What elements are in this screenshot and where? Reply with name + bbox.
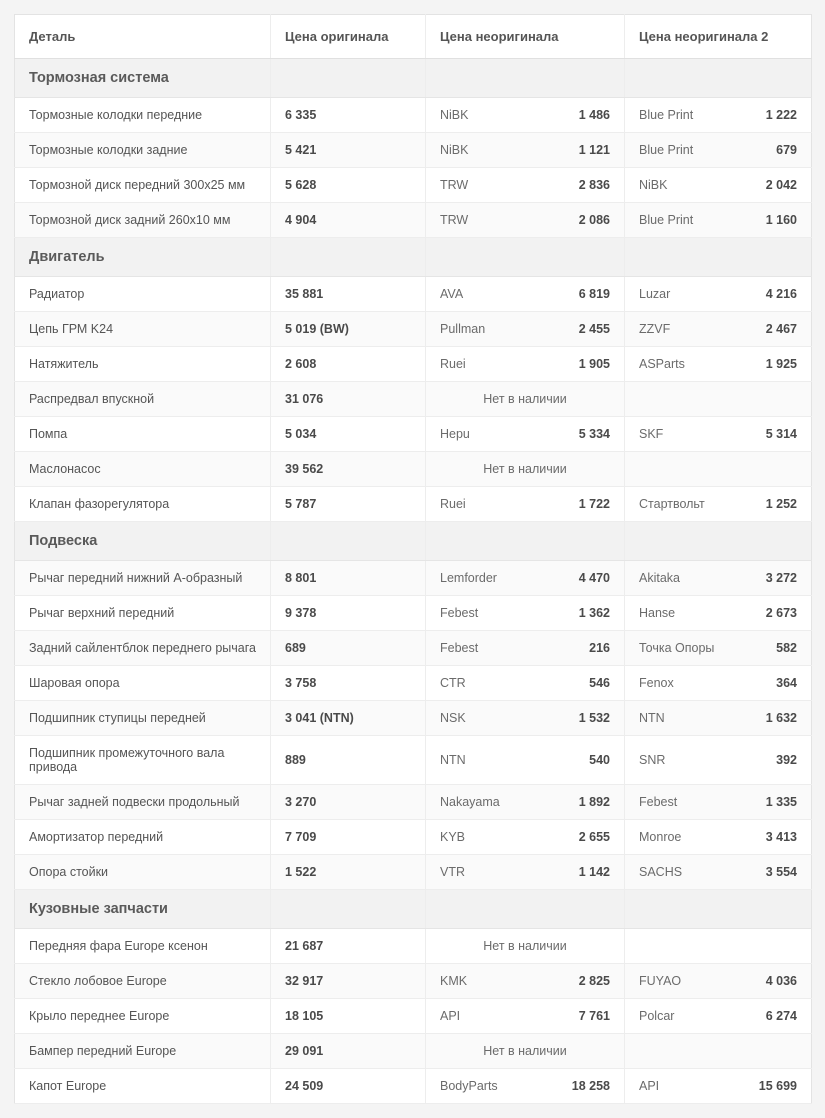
aftermarket-1-price: 2 825 (578, 974, 610, 988)
aftermarket-2-brand: Hanse (639, 606, 676, 620)
aftermarket-2-cell (625, 701, 812, 736)
aftermarket-1-cell (426, 855, 625, 890)
original-price: 9 378 (271, 596, 426, 631)
original-price: 5 019 (BW) (271, 312, 426, 347)
aftermarket-2-price: 2 467 (765, 322, 797, 336)
original-price: 889 (271, 736, 426, 785)
column-header-part: Деталь (15, 15, 271, 59)
aftermarket-2-brand: NTN (639, 711, 665, 725)
part-name: Клапан фазорегулятора (15, 487, 271, 522)
aftermarket-2-price: 4 036 (765, 974, 797, 988)
original-price: 3 270 (271, 785, 426, 820)
aftermarket-2-price: 4 216 (765, 287, 797, 301)
no-stock-label: Нет в наличии (426, 452, 625, 487)
part-name: Бампер передний Europe (15, 1034, 271, 1069)
part-name: Задний сайлентблок переднего рычага (15, 631, 271, 666)
aftermarket-2-brand: Blue Print (639, 213, 694, 227)
table-row (15, 785, 812, 820)
aftermarket-2-price: 1 252 (765, 497, 797, 511)
aftermarket-2-price: 2 042 (765, 178, 797, 192)
section-title: Тормозная система (15, 59, 271, 98)
aftermarket-2-brand: Febest (639, 795, 678, 809)
part-name: Подшипник ступицы передней (15, 701, 271, 736)
aftermarket-2-price: 1 632 (765, 711, 797, 725)
part-name: Распредвал впускной (15, 382, 271, 417)
table-row (15, 631, 812, 666)
table-row (15, 929, 812, 964)
table-row (15, 487, 812, 522)
aftermarket-2-cell (625, 999, 812, 1034)
aftermarket-1-brand: API (440, 1009, 461, 1023)
aftermarket-1-price: 540 (589, 753, 610, 767)
aftermarket-1-brand: CTR (440, 676, 466, 690)
table-row (15, 561, 812, 596)
aftermarket-1-price: 2 086 (578, 213, 610, 227)
table-row (15, 999, 812, 1034)
no-stock-label: Нет в наличии (426, 929, 625, 964)
aftermarket-2-brand: SNR (639, 753, 666, 767)
aftermarket-1-cell (426, 820, 625, 855)
aftermarket-2-cell (625, 596, 812, 631)
aftermarket-1-price: 1 905 (578, 357, 610, 371)
aftermarket-2-cell (625, 736, 812, 785)
empty-cell (625, 452, 812, 487)
aftermarket-2-cell (625, 561, 812, 596)
aftermarket-1-brand: Pullman (440, 322, 486, 336)
aftermarket-1-brand: NTN (440, 753, 466, 767)
section-header-row (15, 59, 812, 98)
aftermarket-1-price: 1 121 (578, 143, 610, 157)
section-header-spacer (271, 59, 426, 98)
aftermarket-1-brand: BodyParts (440, 1079, 498, 1093)
part-name: Передняя фара Europe ксенон (15, 929, 271, 964)
aftermarket-1-cell (426, 736, 625, 785)
aftermarket-1-cell (426, 701, 625, 736)
aftermarket-2-brand: Monroe (639, 830, 682, 844)
part-name: Шаровая опора (15, 666, 271, 701)
aftermarket-2-brand: Точка Опоры (639, 641, 715, 655)
aftermarket-1-price: 2 836 (578, 178, 610, 192)
aftermarket-2-cell (625, 631, 812, 666)
table-row (15, 452, 812, 487)
aftermarket-2-brand: Fenox (639, 676, 674, 690)
aftermarket-2-price: 679 (776, 143, 797, 157)
aftermarket-1-price: 1 722 (578, 497, 610, 511)
original-price: 21 687 (271, 929, 426, 964)
aftermarket-1-cell (426, 168, 625, 203)
original-price: 689 (271, 631, 426, 666)
aftermarket-2-price: 1 160 (765, 213, 797, 227)
section-header-spacer (271, 522, 426, 561)
aftermarket-1-cell (426, 98, 625, 133)
aftermarket-2-price: 15 699 (758, 1079, 797, 1093)
aftermarket-2-cell (625, 487, 812, 522)
original-price: 35 881 (271, 277, 426, 312)
aftermarket-1-brand: Nakayama (440, 795, 500, 809)
aftermarket-2-brand: FUYAO (639, 974, 682, 988)
aftermarket-2-brand: Luzar (639, 287, 671, 301)
table-row (15, 596, 812, 631)
aftermarket-1-cell (426, 417, 625, 452)
aftermarket-2-cell (625, 203, 812, 238)
aftermarket-2-cell (625, 168, 812, 203)
part-name: Маслонасос (15, 452, 271, 487)
aftermarket-1-price: 6 819 (578, 287, 610, 301)
empty-cell (625, 1034, 812, 1069)
table-row (15, 736, 812, 785)
table-row (15, 168, 812, 203)
aftermarket-2-cell (625, 133, 812, 168)
original-price: 3 041 (NTN) (271, 701, 426, 736)
aftermarket-1-cell (426, 596, 625, 631)
aftermarket-2-brand: SACHS (639, 865, 683, 879)
part-name: Тормозной диск передний 300х25 мм (15, 168, 271, 203)
aftermarket-2-brand: Стартвольт (639, 497, 705, 511)
aftermarket-1-brand: Febest (440, 641, 479, 655)
original-price: 5 628 (271, 168, 426, 203)
aftermarket-1-cell (426, 561, 625, 596)
aftermarket-1-price: 1 486 (578, 108, 610, 122)
section-header-spacer (625, 522, 812, 561)
aftermarket-1-brand: Hepu (440, 427, 470, 441)
aftermarket-2-cell (625, 1069, 812, 1104)
aftermarket-2-price: 3 413 (765, 830, 797, 844)
aftermarket-1-price: 1 142 (578, 865, 610, 879)
aftermarket-1-price: 7 761 (578, 1009, 610, 1023)
original-price: 18 105 (271, 999, 426, 1034)
aftermarket-1-cell (426, 487, 625, 522)
section-header-row (15, 522, 812, 561)
aftermarket-1-brand: NiBK (440, 143, 469, 157)
aftermarket-2-price: 1 222 (765, 108, 797, 122)
aftermarket-2-brand: Blue Print (639, 108, 694, 122)
table-row (15, 666, 812, 701)
aftermarket-1-brand: Ruei (440, 497, 466, 511)
section-header-spacer (426, 238, 625, 277)
aftermarket-2-price: 2 673 (765, 606, 797, 620)
original-price: 24 509 (271, 1069, 426, 1104)
aftermarket-2-cell (625, 417, 812, 452)
aftermarket-2-price: 6 274 (765, 1009, 797, 1023)
aftermarket-1-brand: NSK (440, 711, 466, 725)
empty-cell (625, 382, 812, 417)
part-name: Рычаг задней подвески продольный (15, 785, 271, 820)
original-price: 29 091 (271, 1034, 426, 1069)
no-stock-label: Нет в наличии (426, 382, 625, 417)
aftermarket-1-cell (426, 964, 625, 999)
aftermarket-2-brand: NiBK (639, 178, 668, 192)
original-price: 1 522 (271, 855, 426, 890)
aftermarket-1-cell (426, 999, 625, 1034)
column-header-aftermarket-price: Цена неоригинала (426, 15, 625, 59)
table-row (15, 1069, 812, 1104)
table-body (15, 59, 812, 1104)
table-row (15, 312, 812, 347)
aftermarket-2-brand: Polcar (639, 1009, 675, 1023)
aftermarket-1-brand: KMK (440, 974, 468, 988)
aftermarket-2-brand: Blue Print (639, 143, 694, 157)
aftermarket-1-cell (426, 785, 625, 820)
aftermarket-2-price: 3 272 (765, 571, 797, 585)
aftermarket-2-price: 1 335 (765, 795, 797, 809)
part-name: Подшипник промежуточного вала привода (15, 736, 271, 785)
section-header-row (15, 890, 812, 929)
aftermarket-2-brand: ZZVF (639, 322, 671, 336)
section-header-spacer (426, 59, 625, 98)
part-name: Крыло переднее Europe (15, 999, 271, 1034)
original-price: 6 335 (271, 98, 426, 133)
original-price: 5 787 (271, 487, 426, 522)
part-name: Капот Europe (15, 1069, 271, 1104)
section-header-spacer (426, 522, 625, 561)
table-row (15, 820, 812, 855)
table-row (15, 382, 812, 417)
section-header-spacer (625, 890, 812, 929)
aftermarket-1-price: 1 892 (578, 795, 610, 809)
aftermarket-1-brand: TRW (440, 213, 469, 227)
no-stock-label: Нет в наличии (426, 1034, 625, 1069)
table-row (15, 1034, 812, 1069)
aftermarket-2-brand: ASParts (639, 357, 685, 371)
aftermarket-1-price: 5 334 (578, 427, 610, 441)
part-name: Тормозной диск задний 260х10 мм (15, 203, 271, 238)
aftermarket-1-brand: Lemforder (440, 571, 497, 585)
aftermarket-1-price: 4 470 (578, 571, 610, 585)
part-name: Помпа (15, 417, 271, 452)
table-header (15, 15, 812, 59)
aftermarket-2-price: 392 (776, 753, 797, 767)
aftermarket-1-price: 216 (589, 641, 610, 655)
aftermarket-2-price: 3 554 (765, 865, 797, 879)
aftermarket-1-brand: AVA (440, 287, 464, 301)
aftermarket-1-brand: Febest (440, 606, 479, 620)
section-header-spacer (426, 890, 625, 929)
aftermarket-1-cell (426, 312, 625, 347)
aftermarket-2-cell (625, 855, 812, 890)
aftermarket-2-cell (625, 785, 812, 820)
section-header-row (15, 238, 812, 277)
aftermarket-1-brand: VTR (440, 865, 465, 879)
aftermarket-1-price: 2 455 (578, 322, 610, 336)
section-header-spacer (271, 238, 426, 277)
aftermarket-1-price: 546 (589, 676, 610, 690)
aftermarket-1-price: 18 258 (571, 1079, 610, 1093)
aftermarket-1-cell (426, 631, 625, 666)
aftermarket-1-brand: NiBK (440, 108, 469, 122)
part-name: Стекло лобовое Europe (15, 964, 271, 999)
aftermarket-1-price: 2 655 (578, 830, 610, 844)
aftermarket-2-brand: API (639, 1079, 660, 1093)
part-name: Тормозные колодки передние (15, 98, 271, 133)
aftermarket-1-cell (426, 203, 625, 238)
aftermarket-1-cell (426, 666, 625, 701)
table-row (15, 855, 812, 890)
section-title: Подвеска (15, 522, 271, 561)
table-row (15, 701, 812, 736)
parts-price-table (14, 14, 812, 1104)
original-price: 39 562 (271, 452, 426, 487)
aftermarket-1-cell (426, 277, 625, 312)
table-row (15, 133, 812, 168)
section-title: Кузовные запчасти (15, 890, 271, 929)
aftermarket-2-cell (625, 98, 812, 133)
aftermarket-2-price: 364 (776, 676, 797, 690)
aftermarket-2-price: 5 314 (765, 427, 797, 441)
original-price: 31 076 (271, 382, 426, 417)
original-price: 32 917 (271, 964, 426, 999)
aftermarket-2-brand: Akitaka (639, 571, 680, 585)
aftermarket-1-cell (426, 133, 625, 168)
table-row (15, 203, 812, 238)
original-price: 2 608 (271, 347, 426, 382)
empty-cell (625, 929, 812, 964)
original-price: 8 801 (271, 561, 426, 596)
aftermarket-2-price: 582 (776, 641, 797, 655)
aftermarket-2-price: 1 925 (765, 357, 797, 371)
table-row (15, 964, 812, 999)
part-name: Амортизатор передний (15, 820, 271, 855)
original-price: 5 421 (271, 133, 426, 168)
section-title: Двигатель (15, 238, 271, 277)
aftermarket-1-price: 1 362 (578, 606, 610, 620)
section-header-spacer (625, 238, 812, 277)
part-name: Радиатор (15, 277, 271, 312)
aftermarket-2-cell (625, 277, 812, 312)
part-name: Рычаг передний нижний А-образный (15, 561, 271, 596)
part-name: Рычаг верхний передний (15, 596, 271, 631)
original-price: 7 709 (271, 820, 426, 855)
aftermarket-2-cell (625, 820, 812, 855)
table-row (15, 277, 812, 312)
table-row (15, 347, 812, 382)
part-name: Тормозные колодки задние (15, 133, 271, 168)
aftermarket-2-brand: SKF (639, 427, 664, 441)
section-header-spacer (625, 59, 812, 98)
aftermarket-1-brand: TRW (440, 178, 469, 192)
aftermarket-1-cell (426, 1069, 625, 1104)
table-header-row (15, 15, 812, 59)
section-header-spacer (271, 890, 426, 929)
part-name: Натяжитель (15, 347, 271, 382)
aftermarket-2-cell (625, 666, 812, 701)
column-header-original-price: Цена оригинала (271, 15, 426, 59)
part-name: Цепь ГРМ K24 (15, 312, 271, 347)
part-name: Опора стойки (15, 855, 271, 890)
aftermarket-2-cell (625, 347, 812, 382)
aftermarket-2-cell (625, 964, 812, 999)
aftermarket-1-brand: Ruei (440, 357, 466, 371)
aftermarket-1-price: 1 532 (578, 711, 610, 725)
original-price: 4 904 (271, 203, 426, 238)
aftermarket-1-brand: KYB (440, 830, 466, 844)
aftermarket-2-cell (625, 312, 812, 347)
aftermarket-1-cell (426, 347, 625, 382)
original-price: 5 034 (271, 417, 426, 452)
table-row (15, 98, 812, 133)
table-row (15, 417, 812, 452)
column-header-aftermarket-price-2: Цена неоригинала 2 (625, 15, 812, 59)
original-price: 3 758 (271, 666, 426, 701)
